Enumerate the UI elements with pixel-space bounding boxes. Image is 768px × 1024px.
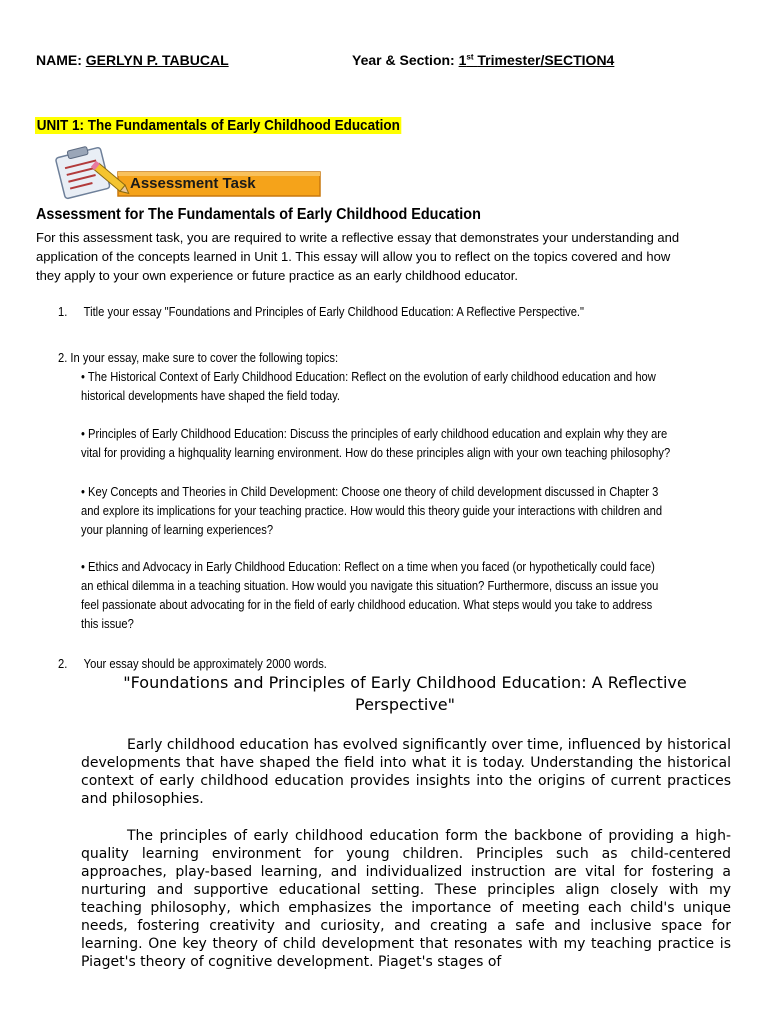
- bullet-theories: [81, 482, 662, 539]
- list-item-3: [58, 654, 327, 673]
- essay-title-line: Perspective": [354, 695, 456, 714]
- list-item-2: 2. In your essay, make sure to cover the following topics:: [58, 350, 339, 365]
- name-value: GERLYN P. TABUCAL: [85, 52, 229, 68]
- essay-title-line: "Foundations and Principles of Early Childhood Education: A Reflective: [123, 673, 687, 692]
- section-sup: st: [466, 52, 474, 62]
- banner-text: Assessment Task: [130, 175, 256, 192]
- unit-title: UNIT 1: The Fundamentals of Early Childhood Education: [36, 117, 400, 134]
- list-text: Your essay should be approximately 2000 words.: [83, 656, 327, 671]
- bullet-line: your planning of learning experiences?: [81, 522, 274, 537]
- intro-line: For this assessment task, you are required to write a reflective essay that demonstrates your understanding and: [36, 230, 680, 245]
- intro-paragraph: [36, 228, 679, 285]
- bullet-line: • Key Concepts and Theories in Child Development: Choose one theory of child development discussed in Chapter 3: [81, 484, 659, 499]
- intro-line: they apply to your own experience or future practice as an early childhood educator.: [36, 268, 519, 283]
- list-item-1: [58, 302, 584, 321]
- assessment-task-banner: [48, 146, 323, 204]
- list-number: 1.: [58, 304, 68, 319]
- section-num: 1: [458, 52, 467, 68]
- section-field: [352, 52, 614, 68]
- intro-line: application of the concepts learned in Unit 1. This essay will allow you to reflect on the topics covered and how: [36, 249, 671, 264]
- unit-heading: [35, 117, 442, 135]
- bullet-line: this issue?: [81, 616, 134, 631]
- bullet-line: historical developments have shaped the field today.: [81, 388, 340, 403]
- bullet-line: • Principles of Early Childhood Education: Discuss the principles of early childhood education and explain why they are: [81, 426, 668, 441]
- name-field: [36, 52, 229, 68]
- bullet-ethics: [81, 557, 658, 633]
- bullet-line: an ethical dilemma in a teaching situation. How would you navigate this situation? Furthermore, discuss an issue you: [81, 578, 659, 593]
- essay-title: [60, 672, 750, 716]
- assessment-title: Assessment for The Fundamentals of Early Childhood Education: [36, 206, 481, 223]
- bullet-line: • The Historical Context of Early Childhood Education: Reflect on the evolution of early childhood education and how: [81, 369, 656, 384]
- section-value: [459, 52, 615, 68]
- bullet-line: • Ethics and Advocacy in Early Childhood Education: Reflect on a time when you faced (or hypothetically could face): [81, 559, 655, 574]
- essay-paragraph-1: Early childhood education has evolved significantly over time, influenced by historical developments that have shaped the field into what it is today. Understanding the historical context of early childhood education provides insights into the origins of current practices and philosophies.: [81, 737, 731, 807]
- bullet-line: feel passionate about advocating for in the field of early childhood education. What steps would you take to address: [81, 597, 653, 612]
- bullet-principles: [81, 424, 670, 462]
- bullet-historical: [81, 367, 656, 405]
- bullet-line: vital for providing a highquality learning environment. How do these principles align with your own teaching philosophy?: [81, 445, 671, 460]
- list-text: Title your essay "Foundations and Principles of Early Childhood Education: A Reflective Perspective.": [83, 304, 585, 319]
- section-label: Year & Section:: [352, 52, 455, 68]
- section-rest: Trimester/SECTION4: [477, 52, 615, 68]
- list-number: 2.: [58, 656, 68, 671]
- name-label: NAME:: [36, 52, 82, 68]
- essay-paragraph-2: The principles of early childhood education form the backbone of providing a high-quality learning environment for young children. Principles such as child-centered approaches, play-based learning, and individualized instruction are vital for fostering a nurturing and supportive educational setting. These principles align closely with my teaching philosophy, which emphasizes the importance of meeting each child's unique needs, fostering creativity and curiosity, and creating a safe and inclusive space for learning. One key theory of child development that resonates with my teaching practice is Piaget's theory of cognitive development. Piaget's stages of: [81, 828, 731, 970]
- bullet-line: and explore its implications for your teaching practice. How would this theory guide your interactions with children and: [81, 503, 663, 518]
